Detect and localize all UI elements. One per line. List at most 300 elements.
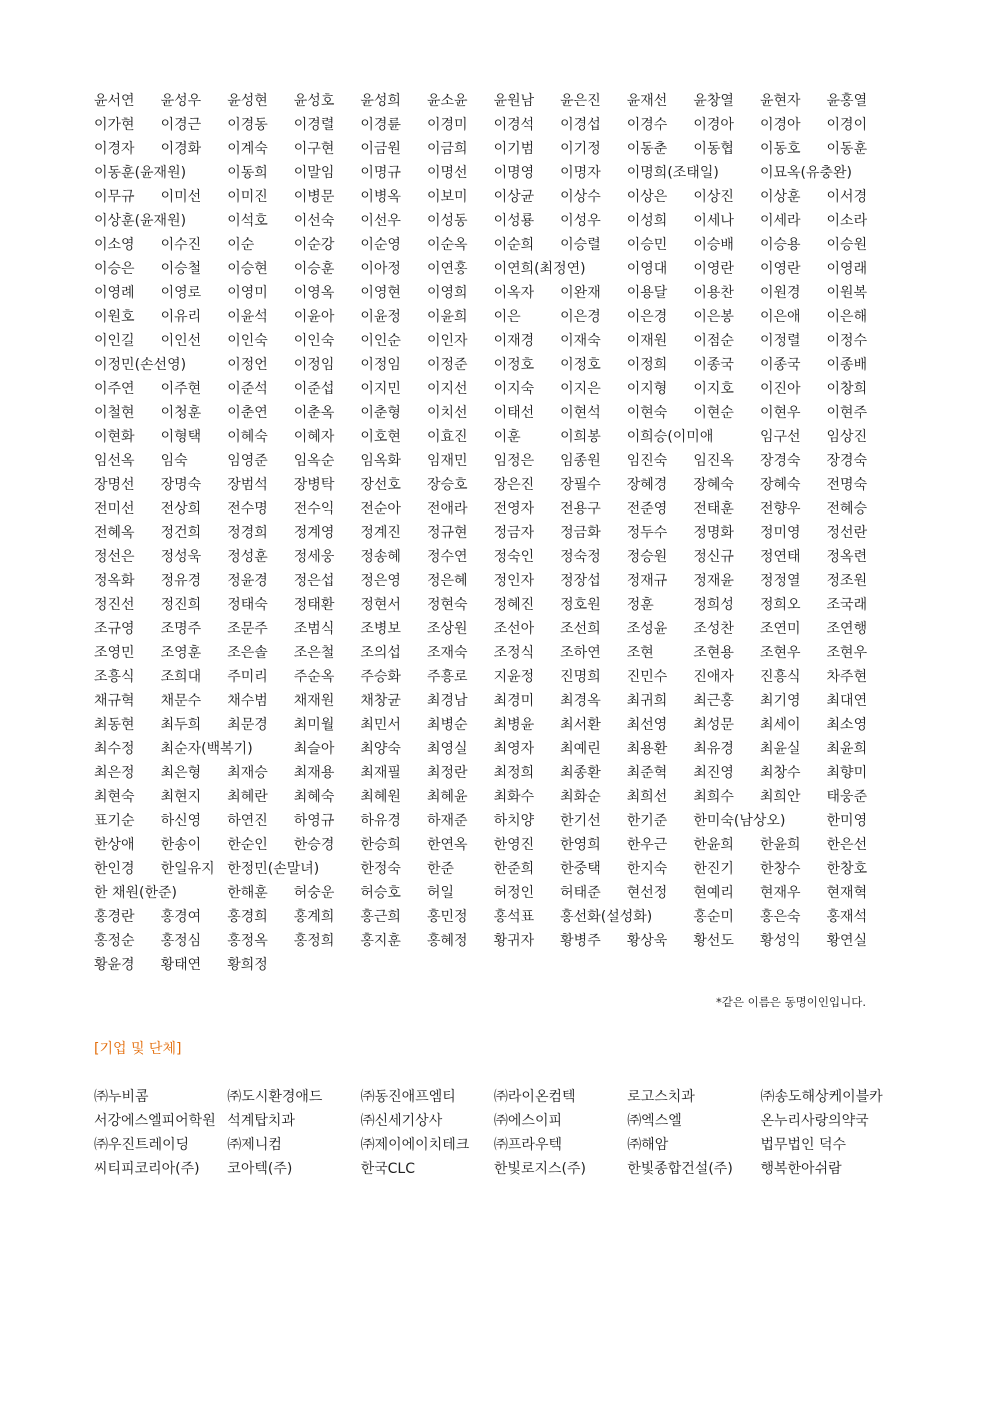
donor-name: 홍지훈 bbox=[360, 933, 401, 949]
donor-name: 임상진 bbox=[826, 429, 868, 445]
donor-name: 한진기 bbox=[693, 861, 734, 877]
donor-name: 이무규 bbox=[94, 189, 135, 205]
donor-name: 하연진 bbox=[227, 813, 268, 829]
name-row bbox=[94, 904, 894, 928]
donor-name: 이가현 bbox=[94, 117, 135, 133]
corporation-row bbox=[94, 1084, 914, 1108]
name-row bbox=[94, 760, 894, 784]
donor-name: 최유경 bbox=[693, 741, 734, 757]
donor-name: 이지형 bbox=[626, 381, 668, 397]
donor-name: 한중택 bbox=[560, 861, 601, 877]
donor-name: 이윤아 bbox=[293, 309, 335, 325]
donor-name: 황귀자 bbox=[493, 933, 535, 949]
donor-name: 조연미 bbox=[759, 621, 801, 637]
donor-name: 이정임 bbox=[293, 357, 335, 373]
donor-name: 이경아 bbox=[759, 117, 801, 133]
donor-name: 허승호 bbox=[360, 885, 401, 901]
donor-name: 홍경여 bbox=[160, 909, 202, 925]
donor-name: 정금자 bbox=[493, 525, 535, 541]
donor-name: 정수연 bbox=[426, 549, 468, 565]
name-row bbox=[94, 856, 894, 880]
donor-name-list bbox=[94, 88, 894, 976]
corporation-name: 씨티피코리아(주) bbox=[94, 1161, 200, 1177]
corporation-name: 서강에스엘피어학원 bbox=[94, 1113, 216, 1129]
donor-name: 이금희 bbox=[426, 141, 468, 157]
corporation-name: ㈜해암 bbox=[627, 1137, 669, 1153]
donor-name: 한해훈 bbox=[227, 885, 268, 901]
name-row bbox=[94, 784, 894, 808]
donor-name: 최혜란 bbox=[227, 789, 268, 805]
donor-name: 조선아 bbox=[493, 621, 535, 637]
donor-name: 정태환 bbox=[293, 597, 335, 613]
donor-name: 한순인 bbox=[227, 837, 268, 853]
donor-name: 윤홍열 bbox=[826, 93, 868, 109]
donor-name: 이은 bbox=[493, 309, 521, 325]
donor-name: 임옥화 bbox=[360, 453, 401, 469]
donor-name: 이인선 bbox=[160, 333, 202, 349]
donor-name: 이구현 bbox=[293, 141, 335, 157]
donor-name: 홍근희 bbox=[360, 909, 401, 925]
donor-name: 이희승(이미애 bbox=[626, 429, 714, 445]
name-row bbox=[94, 136, 894, 160]
donor-name: 이유리 bbox=[160, 309, 202, 325]
donor-name: 표기순 bbox=[94, 813, 135, 829]
donor-name: 이준석 bbox=[227, 381, 268, 397]
donor-name: 최진영 bbox=[693, 765, 734, 781]
donor-name: 최영자 bbox=[493, 741, 535, 757]
corporation-name: ㈜프라우텍 bbox=[493, 1137, 562, 1153]
donor-name: 한연옥 bbox=[426, 837, 468, 853]
donor-name: 정건희 bbox=[160, 525, 202, 541]
donor-name: 이정수 bbox=[826, 333, 868, 349]
donor-name: 임옥순 bbox=[293, 453, 335, 469]
donor-name: 이재숙 bbox=[560, 333, 601, 349]
donor-name: 장혜숙 bbox=[693, 477, 734, 493]
donor-name: 정혜진 bbox=[493, 597, 535, 613]
donor-name: 전영자 bbox=[493, 501, 535, 517]
donor-name: 윤성희 bbox=[360, 93, 401, 109]
donor-name: 한정숙 bbox=[360, 861, 401, 877]
donor-name: 이성우 bbox=[560, 213, 601, 229]
name-row bbox=[94, 280, 894, 304]
donor-name: 이점순 bbox=[693, 333, 734, 349]
donor-name: 정두수 bbox=[626, 525, 668, 541]
donor-name: 최미월 bbox=[293, 717, 335, 733]
donor-name: 채창균 bbox=[360, 693, 401, 709]
donor-name: 정성훈 bbox=[227, 549, 268, 565]
donor-name: 최귀희 bbox=[626, 693, 668, 709]
donor-name: 최순자(백복기) bbox=[160, 741, 253, 757]
donor-name: 정호원 bbox=[560, 597, 601, 613]
donor-name: 한은선 bbox=[826, 837, 868, 853]
donor-name: 홍선화(설성화) bbox=[560, 909, 653, 925]
donor-name: 이재경 bbox=[493, 333, 535, 349]
donor-name: 최준혁 bbox=[626, 765, 668, 781]
donor-name: 최정희 bbox=[493, 765, 535, 781]
donor-name: 장혜경 bbox=[626, 477, 668, 493]
donor-name: 홍민정 bbox=[426, 909, 468, 925]
donor-name: 현재혁 bbox=[826, 885, 868, 901]
donor-name: 조성윤 bbox=[626, 621, 668, 637]
corporation-name: ㈜송도해상케이블카 bbox=[760, 1089, 883, 1105]
donor-name: 이영란 bbox=[759, 261, 801, 277]
corporation-name: 법무법인 덕수 bbox=[760, 1137, 847, 1153]
name-row bbox=[94, 88, 894, 112]
donor-name: 이동협 bbox=[693, 141, 734, 157]
corporation-name: ㈜제니컴 bbox=[227, 1137, 282, 1153]
donor-name: 이연홍 bbox=[426, 261, 468, 277]
donor-name: 전준영 bbox=[626, 501, 668, 517]
donor-name: 이정언 bbox=[227, 357, 268, 373]
donor-name: 한일유지 bbox=[160, 861, 215, 877]
donor-name: 최재승 bbox=[227, 765, 268, 781]
donor-name: 최대연 bbox=[826, 693, 868, 709]
donor-name: 장선호 bbox=[360, 477, 401, 493]
donor-name: 윤은진 bbox=[560, 93, 601, 109]
donor-name: 차주현 bbox=[826, 669, 868, 685]
donor-name: 최세이 bbox=[759, 717, 801, 733]
corporation-name: ㈜라이온컴텍 bbox=[493, 1089, 576, 1105]
corporation-name: 로고스치과 bbox=[627, 1089, 695, 1105]
donor-name: 전애라 bbox=[426, 501, 468, 517]
donor-name: 최근홍 bbox=[693, 693, 734, 709]
donor-name: 조문주 bbox=[227, 621, 268, 637]
donor-name: 이아정 bbox=[360, 261, 401, 277]
donor-name: 최병윤 bbox=[493, 717, 535, 733]
donor-name: 이은경 bbox=[626, 309, 668, 325]
donor-name: 이선숙 bbox=[293, 213, 335, 229]
donor-name: 허태준 bbox=[560, 885, 601, 901]
donor-name: 정송혜 bbox=[360, 549, 401, 565]
donor-name: 최재용 bbox=[293, 765, 335, 781]
donor-name: 홍은숙 bbox=[759, 909, 801, 925]
donor-name: 최병순 bbox=[426, 717, 468, 733]
donor-name: 조영민 bbox=[94, 645, 135, 661]
donor-name: 최용환 bbox=[626, 741, 668, 757]
donor-name: 이명자 bbox=[560, 165, 601, 181]
donor-name: 이윤정 bbox=[360, 309, 401, 325]
donor-name: 이명희(조태일) bbox=[626, 165, 719, 181]
donor-name: 조연행 bbox=[826, 621, 868, 637]
donor-name: 한 채원(한준) bbox=[94, 885, 177, 901]
donor-name: 진애자 bbox=[693, 669, 734, 685]
name-row bbox=[94, 304, 894, 328]
donor-name: 최희선 bbox=[626, 789, 668, 805]
donor-name: 이효진 bbox=[426, 429, 468, 445]
donor-name: 한정민(손말녀) bbox=[227, 861, 320, 877]
donor-name: 조현우 bbox=[759, 645, 801, 661]
donor-name: 이춘연 bbox=[227, 405, 268, 421]
donor-name: 윤성우 bbox=[160, 93, 202, 109]
donor-name: 이인순 bbox=[360, 333, 401, 349]
donor-name: 정옥련 bbox=[826, 549, 868, 565]
donor-name: 최현지 bbox=[160, 789, 202, 805]
donor-name: 임영준 bbox=[227, 453, 268, 469]
donor-name: 황선도 bbox=[693, 933, 734, 949]
donor-name: 최은형 bbox=[160, 765, 202, 781]
donor-name: 황태연 bbox=[160, 957, 202, 973]
same-name-note: *같은 이름은 동명이인입니다. bbox=[715, 995, 866, 1009]
donor-name: 주미리 bbox=[227, 669, 268, 685]
donor-name: 정재규 bbox=[626, 573, 668, 589]
donor-name: 전용구 bbox=[560, 501, 601, 517]
donor-name: 이경미 bbox=[426, 117, 468, 133]
name-row bbox=[94, 808, 894, 832]
donor-name: 한기선 bbox=[560, 813, 601, 829]
donor-name: 이상훈(윤재원) bbox=[94, 213, 187, 229]
donor-name: 이금원 bbox=[360, 141, 401, 157]
donor-name: 장병탁 bbox=[293, 477, 335, 493]
donor-name: 허정인 bbox=[493, 885, 535, 901]
donor-name: 임재민 bbox=[426, 453, 468, 469]
donor-name: 이재원 bbox=[626, 333, 668, 349]
donor-name: 이순옥 bbox=[426, 237, 468, 253]
donor-name: 최재필 bbox=[360, 765, 401, 781]
corporation-row bbox=[94, 1108, 914, 1132]
donor-name: 최경옥 bbox=[560, 693, 601, 709]
donor-name: 전순아 bbox=[360, 501, 401, 517]
name-row bbox=[94, 592, 894, 616]
donor-name: 이동훈(윤재원) bbox=[94, 165, 187, 181]
corporation-name: ㈜동진애프엠티 bbox=[360, 1089, 456, 1105]
donor-name: 이영미 bbox=[227, 285, 268, 301]
name-row bbox=[94, 256, 894, 280]
corporation-name: ㈜우진트레이딩 bbox=[94, 1137, 190, 1153]
donor-name: 이수진 bbox=[160, 237, 202, 253]
donor-name: 이보미 bbox=[426, 189, 468, 205]
donor-name: 최종환 bbox=[560, 765, 601, 781]
donor-name: 이원복 bbox=[826, 285, 868, 301]
donor-name: 조영훈 bbox=[160, 645, 202, 661]
donor-name: 조흥식 bbox=[94, 669, 135, 685]
donor-name: 이정임 bbox=[360, 357, 401, 373]
donor-name: 이승현 bbox=[227, 261, 268, 277]
donor-name: 정조원 bbox=[826, 573, 868, 589]
donor-name: 정현서 bbox=[360, 597, 401, 613]
donor-name: 하신영 bbox=[160, 813, 202, 829]
donor-name: 조의섭 bbox=[360, 645, 401, 661]
donor-name: 윤소윤 bbox=[426, 93, 468, 109]
donor-name: 조현 bbox=[626, 645, 654, 661]
donor-name: 이종배 bbox=[826, 357, 868, 373]
donor-name: 이성동 bbox=[426, 213, 468, 229]
corporation-name: ㈜에스이피 bbox=[493, 1113, 562, 1129]
donor-name: 황연실 bbox=[826, 933, 868, 949]
name-row bbox=[94, 616, 894, 640]
donor-name: 윤성현 bbox=[227, 93, 268, 109]
donor-name: 최성문 bbox=[693, 717, 734, 733]
donor-name: 이경자 bbox=[94, 141, 135, 157]
corporation-list bbox=[94, 1084, 914, 1180]
donor-name: 이춘옥 bbox=[293, 405, 335, 421]
donor-name: 한지숙 bbox=[626, 861, 668, 877]
donor-name: 이현화 bbox=[94, 429, 135, 445]
donor-name: 조국래 bbox=[826, 597, 868, 613]
donor-name: 최혜윤 bbox=[426, 789, 468, 805]
donor-name: 장필수 bbox=[560, 477, 601, 493]
donor-name: 이경렬 bbox=[293, 117, 335, 133]
donor-name: 이병옥 bbox=[360, 189, 401, 205]
donor-name: 이옥자 bbox=[493, 285, 535, 301]
donor-name: 홍정희 bbox=[293, 933, 335, 949]
donor-name: 조규영 bbox=[94, 621, 135, 637]
corporation-name: ㈜신세기상사 bbox=[360, 1113, 443, 1129]
donor-name: 하재준 bbox=[426, 813, 468, 829]
donor-name: 이경섭 bbox=[560, 117, 601, 133]
donor-name: 이승용 bbox=[759, 237, 801, 253]
donor-name: 주승화 bbox=[360, 669, 401, 685]
donor-name: 최화순 bbox=[560, 789, 601, 805]
name-row bbox=[94, 568, 894, 592]
donor-name: 이승원 bbox=[826, 237, 868, 253]
donor-name: 지윤정 bbox=[493, 669, 535, 685]
donor-name: 이영옥 bbox=[293, 285, 335, 301]
donor-name: 채규혁 bbox=[94, 693, 135, 709]
donor-name: 윤창열 bbox=[693, 93, 734, 109]
donor-name: 채문수 bbox=[160, 693, 202, 709]
donor-name: 이은경 bbox=[560, 309, 601, 325]
donor-name: 이상진 bbox=[693, 189, 734, 205]
donor-name: 이영희 bbox=[426, 285, 468, 301]
donor-name: 임구선 bbox=[759, 429, 801, 445]
corporation-row bbox=[94, 1132, 914, 1156]
donor-name: 조은솔 bbox=[227, 645, 268, 661]
donor-name: 홍혜정 bbox=[426, 933, 468, 949]
donor-name: 이경석 bbox=[493, 117, 535, 133]
donor-name: 정규현 bbox=[426, 525, 468, 541]
donor-name: 이인길 bbox=[94, 333, 135, 349]
donor-name: 장명숙 bbox=[160, 477, 202, 493]
donor-name: 이병문 bbox=[293, 189, 335, 205]
donor-name: 이상은 bbox=[626, 189, 668, 205]
donor-name: 이지민 bbox=[360, 381, 401, 397]
donor-name: 최희수 bbox=[693, 789, 734, 805]
donor-name: 조희대 bbox=[160, 669, 202, 685]
donor-name: 이계숙 bbox=[227, 141, 268, 157]
donor-name: 임선옥 bbox=[94, 453, 135, 469]
name-row bbox=[94, 424, 894, 448]
corporation-name: ㈜누비콤 bbox=[94, 1089, 149, 1105]
donor-name: 정계진 bbox=[360, 525, 401, 541]
donor-name: 최희안 bbox=[759, 789, 801, 805]
name-row bbox=[94, 160, 894, 184]
donor-name: 이준섭 bbox=[293, 381, 335, 397]
donor-name: 장경숙 bbox=[826, 453, 868, 469]
donor-name: 최두희 bbox=[160, 717, 202, 733]
donor-name: 이현주 bbox=[826, 405, 868, 421]
donor-name: 정세웅 bbox=[293, 549, 335, 565]
donor-name: 하영규 bbox=[293, 813, 335, 829]
donor-name: 조명주 bbox=[160, 621, 202, 637]
donor-name: 임진옥 bbox=[693, 453, 734, 469]
donor-name: 정옥화 bbox=[94, 573, 135, 589]
donor-name: 이경륜 bbox=[360, 117, 401, 133]
donor-name: 홍계희 bbox=[293, 909, 335, 925]
donor-name: 홍경희 bbox=[227, 909, 268, 925]
donor-name: 이현숙 bbox=[626, 405, 668, 421]
donor-name: 진흥식 bbox=[759, 669, 801, 685]
donor-name: 홍정옥 bbox=[227, 933, 268, 949]
donor-name: 정진선 bbox=[94, 597, 135, 613]
donor-name: 정정열 bbox=[759, 573, 801, 589]
donor-name: 한승경 bbox=[293, 837, 335, 853]
donor-name: 정연태 bbox=[759, 549, 801, 565]
donor-name: 이현순 bbox=[693, 405, 734, 421]
donor-name: 하치양 bbox=[493, 813, 535, 829]
donor-name: 이원호 bbox=[94, 309, 135, 325]
donor-name: 이상균 bbox=[493, 189, 535, 205]
donor-name: 최현숙 bbox=[94, 789, 135, 805]
donor-name: 이말임 bbox=[293, 165, 335, 181]
donor-name: 이종국 bbox=[693, 357, 734, 373]
donor-name: 이영대 bbox=[626, 261, 668, 277]
donor-name: 최동현 bbox=[94, 717, 135, 733]
name-row bbox=[94, 520, 894, 544]
donor-name: 이정호 bbox=[560, 357, 601, 373]
donor-name: 이지은 bbox=[560, 381, 601, 397]
donor-name: 이정민(손선영) bbox=[94, 357, 187, 373]
donor-name: 윤서연 bbox=[94, 93, 135, 109]
donor-name: 이윤희 bbox=[426, 309, 468, 325]
donor-name: 홍경란 bbox=[94, 909, 135, 925]
donor-name: 이용달 bbox=[626, 285, 668, 301]
donor-name: 한우근 bbox=[626, 837, 668, 853]
corporation-name: ㈜도시환경애드 bbox=[227, 1089, 323, 1105]
donor-name: 이상훈 bbox=[759, 189, 801, 205]
corporation-name: 석계탑치과 bbox=[227, 1113, 295, 1129]
donor-name: 이은애 bbox=[759, 309, 801, 325]
donor-name: 이지호 bbox=[693, 381, 734, 397]
donor-name: 이은해 bbox=[826, 309, 868, 325]
donor-name: 태웅준 bbox=[826, 789, 868, 805]
donor-name: 이성희 bbox=[626, 213, 668, 229]
donor-name: 조정식 bbox=[493, 645, 535, 661]
donor-name: 조현우 bbox=[826, 645, 868, 661]
name-row bbox=[94, 880, 894, 904]
donor-name: 이동호 bbox=[759, 141, 801, 157]
name-row bbox=[94, 232, 894, 256]
donor-name: 전미선 bbox=[94, 501, 135, 517]
donor-name: 최수정 bbox=[94, 741, 135, 757]
donor-name: 이기정 bbox=[560, 141, 601, 157]
donor-name: 이인숙 bbox=[293, 333, 335, 349]
donor-name: 황희정 bbox=[227, 957, 268, 973]
donor-name: 이미진 bbox=[227, 189, 268, 205]
donor-name: 최문경 bbox=[227, 717, 268, 733]
donor-name: 이승철 bbox=[160, 261, 202, 277]
donor-name: 조상원 bbox=[426, 621, 468, 637]
donor-name: 전혜옥 bbox=[94, 525, 135, 541]
donor-name: 이순희 bbox=[493, 237, 535, 253]
donor-name: 최슬아 bbox=[293, 741, 335, 757]
donor-name: 이순영 bbox=[360, 237, 401, 253]
donor-name: 이형택 bbox=[160, 429, 202, 445]
donor-name: 정경희 bbox=[227, 525, 268, 541]
name-row bbox=[94, 352, 894, 376]
donor-name: 정선란 bbox=[826, 525, 868, 541]
name-row bbox=[94, 688, 894, 712]
donor-name: 정진희 bbox=[160, 597, 202, 613]
donor-name: 이영래 bbox=[826, 261, 868, 277]
donor-name: 전향우 bbox=[759, 501, 801, 517]
donor-name: 최민서 bbox=[360, 717, 401, 733]
corporation-name: ㈜제이에이치테크 bbox=[360, 1137, 470, 1153]
donor-name: 이현우 bbox=[759, 405, 801, 421]
corporation-name: 행복한아쉬람 bbox=[760, 1161, 842, 1177]
donor-name: 이연희(최정연) bbox=[493, 261, 586, 277]
donor-name: 최경남 bbox=[426, 693, 468, 709]
name-row bbox=[94, 472, 894, 496]
